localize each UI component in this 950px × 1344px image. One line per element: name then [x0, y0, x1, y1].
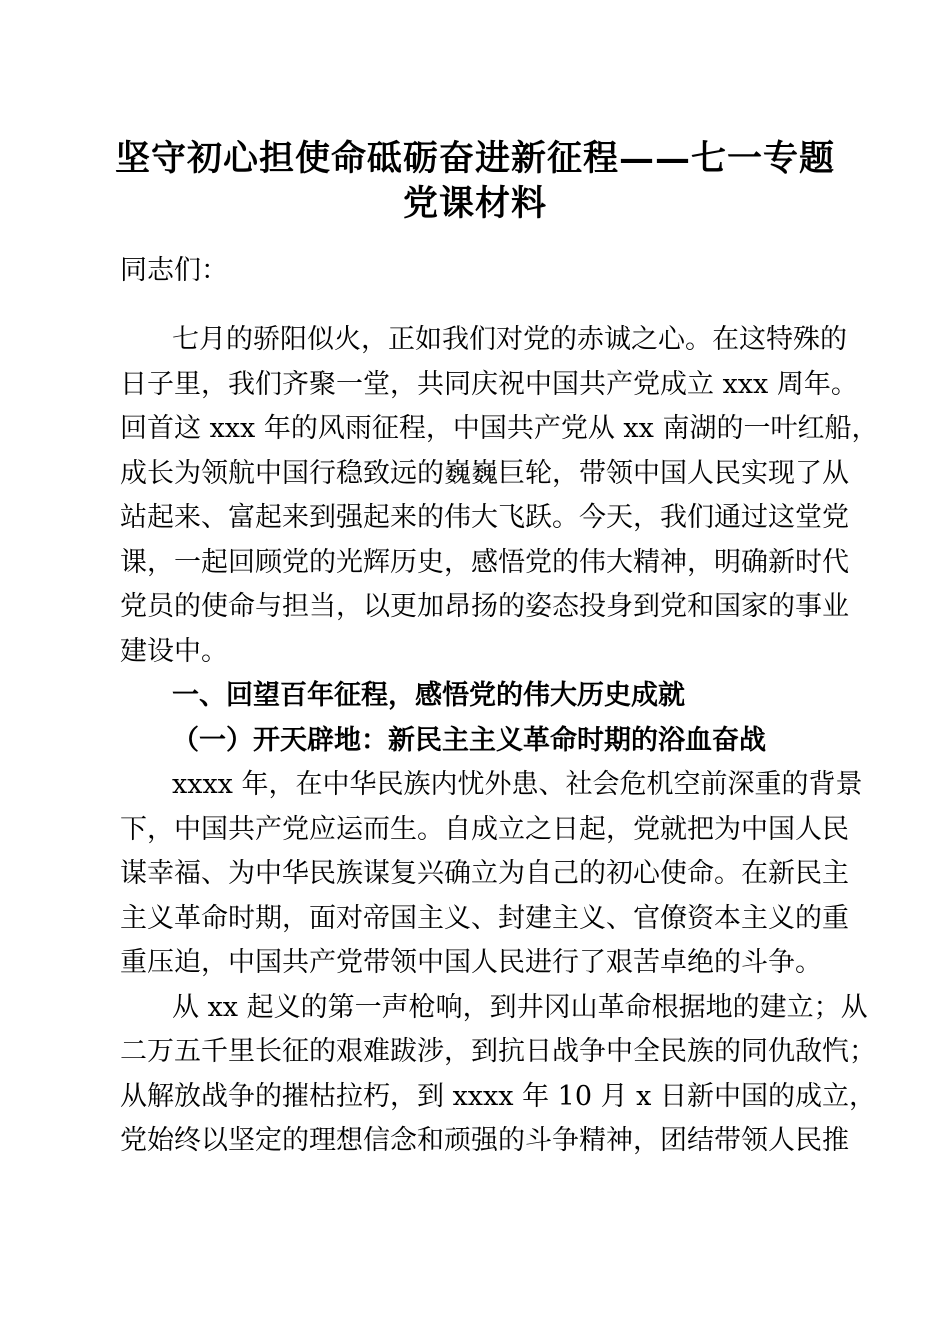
text-line: 主义革命时期，面对帝国主义、封建主义、官僚资本主义的重 — [120, 902, 849, 934]
text-line: 从 xx 起义的第一声枪响，到井冈山革命根据地的建立；从 — [172, 991, 868, 1023]
text-line: 重压迫，中国共产党带领中国人民进行了艰苦卓绝的斗争。 — [120, 947, 822, 978]
paragraph — [120, 763, 863, 986]
text-line: 成长为领航中国行稳致远的巍巍巨轮，带领中国人民实现了从 — [120, 457, 849, 489]
text-line: 从解放战争的摧枯拉朽，到 xxxx 年 10 月 x 日新中国的成立， — [120, 1080, 876, 1112]
title-line-1: 坚守初心担使命砥砺奋进新征程——七一专题 — [114, 138, 835, 179]
document-title — [0, 136, 950, 226]
document-body — [120, 248, 879, 1164]
subsection-heading: （一）开天辟地：新民主主义革命时期的浴血奋战 — [172, 724, 766, 756]
text-line: 谋幸福、为中华民族谋复兴确立为自己的初心使命。在新民主 — [120, 858, 849, 889]
text-line: 党始终以坚定的理想信念和顽强的斗争精神，团结带领人民推 — [120, 1125, 849, 1156]
paragraph — [120, 986, 876, 1164]
text-line: 七月的骄阳似火，正如我们对党的赤诚之心。在这特殊的 — [172, 324, 847, 355]
section-heading: 一、回望百年征程，感悟党的伟大历史成就 — [172, 680, 685, 711]
text-line: 党员的使命与担当，以更加昂扬的姿态投身到党和国家的事业 — [120, 591, 849, 622]
text-line: xxxx 年，在中华民族内忧外患、社会危机空前深重的背景 — [172, 769, 863, 800]
intro-paragraph — [120, 318, 879, 674]
text-line: 课，一起回顾党的光辉历史，感悟党的伟大精神，明确新时代 — [120, 546, 849, 578]
salutation: 同志们： — [120, 255, 228, 286]
text-line: 日子里，我们齐聚一堂，共同庆祝中国共产党成立 xxx 周年。 — [120, 368, 858, 400]
text-line: 站起来、富起来到强起来的伟大飞跃。今天，我们通过这堂党 — [120, 502, 849, 533]
text-line: 下，中国共产党应运而生。自成立之日起，党就把为中国人民 — [120, 813, 849, 845]
text-line: 二万五千里长征的艰难跋涉，到抗日战争中全民族的同仇敌忾； — [120, 1036, 876, 1067]
text-line: 建设中。 — [120, 635, 228, 667]
text-line: 回首这 xxx 年的风雨征程，中国共产党从 xx 南湖的一叶红船， — [120, 413, 879, 444]
title-line-2: 党课材料 — [402, 183, 547, 224]
